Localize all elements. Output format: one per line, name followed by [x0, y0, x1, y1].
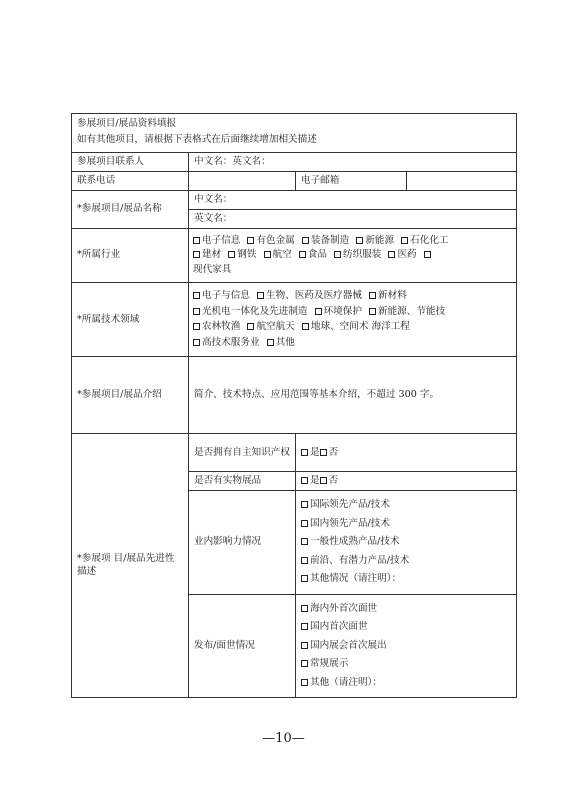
checkbox[interactable] — [193, 237, 200, 244]
checkbox[interactable] — [401, 237, 408, 244]
release-options — [296, 594, 517, 697]
influence-label: 业内影响力情况 — [189, 491, 296, 594]
option-label: 现代家具 — [193, 263, 232, 275]
checkbox[interactable] — [320, 449, 327, 456]
option-label: 其他情况（请注明）： — [310, 573, 402, 585]
project-name-row-cn — [72, 191, 517, 210]
option-label: 食品 — [307, 249, 327, 261]
checkbox[interactable] — [302, 323, 309, 330]
section-note: 如有其他项目，请根据下表格式在后面继续增加相关描述 — [77, 133, 317, 145]
influence-options — [296, 491, 517, 594]
tech-field-label: *所属技术领域 — [72, 283, 189, 357]
checkbox[interactable] — [320, 477, 327, 484]
checkbox[interactable] — [301, 679, 308, 686]
option-label: 航空 — [272, 249, 292, 261]
contact-row — [72, 153, 517, 172]
checkbox[interactable] — [356, 237, 363, 244]
option-label: 地球、空间术 海洋工程 — [310, 321, 410, 333]
project-name-label: *参展项目/展品名称 — [72, 191, 189, 229]
intro-row — [72, 357, 517, 434]
checkbox[interactable] — [315, 308, 322, 315]
option-label: 钢铁 — [237, 249, 257, 261]
option-label: 航空航天 — [256, 321, 295, 333]
checkbox[interactable] — [301, 660, 308, 667]
checkbox[interactable] — [228, 251, 235, 258]
industry-label: *所属行业 — [72, 229, 189, 283]
checkbox[interactable] — [301, 605, 308, 612]
checkbox[interactable] — [334, 251, 341, 258]
industry-row — [72, 229, 517, 283]
tech-line-3 — [193, 321, 512, 333]
page-number: —10— — [262, 731, 305, 746]
checkbox[interactable] — [247, 237, 254, 244]
option-label: 其他（请注明）： — [310, 676, 382, 688]
release-label: 发布/面世情况 — [189, 594, 296, 697]
option-label: 国内首次面世 — [310, 621, 368, 633]
tech-field-row — [72, 283, 517, 357]
option-label: 医药 — [397, 249, 417, 261]
intro-label: *参展项目/展品介绍 — [72, 357, 189, 434]
checkbox[interactable] — [301, 642, 308, 649]
option-label: 否 — [328, 475, 339, 487]
checkbox[interactable] — [301, 575, 308, 582]
option-label: 电子信息 — [202, 235, 241, 246]
industry-options — [189, 229, 517, 283]
exhibit-form-table — [71, 113, 517, 698]
project-name-cn-field[interactable]: 中文名： — [189, 191, 517, 210]
checkbox[interactable] — [264, 251, 271, 258]
checkbox[interactable] — [301, 449, 308, 456]
ip-row — [72, 434, 517, 472]
option-label: 其他 — [275, 336, 295, 348]
tech-field-options — [189, 283, 517, 357]
form-header-row — [72, 114, 517, 153]
tech-line-1 — [193, 290, 512, 302]
checkbox[interactable] — [302, 237, 309, 244]
option-label: 新能源 — [365, 235, 395, 246]
physical-label: 是否有实物展品 — [189, 472, 296, 491]
checkbox[interactable] — [301, 501, 308, 508]
ip-label: 是否拥有自主知识产权 — [189, 434, 296, 472]
intro-field[interactable] — [189, 357, 517, 434]
checkbox[interactable] — [193, 323, 200, 330]
tech-line-2 — [193, 306, 512, 318]
checkbox[interactable] — [301, 477, 308, 484]
section-title: 参展项目/展品资料填报 — [77, 118, 177, 130]
option-label: 光机电一体化及先进制造 — [202, 305, 308, 317]
tech-line-4 — [193, 337, 512, 349]
checkbox[interactable] — [301, 623, 308, 630]
option-label: 环境保护 — [323, 305, 362, 317]
checkbox[interactable] — [301, 557, 308, 564]
checkbox[interactable] — [193, 292, 200, 299]
checkbox[interactable] — [369, 292, 376, 299]
option-label: 电子与信息 — [202, 290, 250, 302]
option-label: 否 — [328, 446, 339, 458]
checkbox[interactable] — [267, 339, 274, 346]
industry-line-3 — [193, 264, 512, 276]
intro-hint: 简介、技术特点、应用范围等基本介绍，不超过 300 字。 — [194, 389, 440, 401]
email-label: 电子邮箱 — [296, 172, 407, 191]
phone-field[interactable] — [189, 172, 296, 191]
option-label: 海内外首次面世 — [310, 602, 378, 614]
option-label: 农林牧渔 — [202, 321, 241, 333]
project-name-en-field[interactable]: 英文名： — [189, 210, 517, 229]
option-label: 有色金属 — [256, 235, 295, 246]
physical-options — [296, 472, 517, 491]
checkbox[interactable] — [193, 251, 200, 258]
contact-label: 参展项目联系人 — [72, 153, 189, 172]
checkbox[interactable] — [301, 538, 308, 545]
option-label: 前沿、有潜力产品/技术 — [310, 554, 410, 566]
checkbox[interactable] — [299, 251, 306, 258]
option-label: 国内展会首次展出 — [310, 639, 387, 651]
option-label: 纺织服装 — [343, 249, 382, 261]
checkbox[interactable] — [247, 323, 254, 330]
option-label: 生物、医药及医疗器械 — [266, 290, 362, 302]
contact-name-field[interactable]: 中文名：英文名： — [189, 153, 517, 172]
option-label: 石化化工 — [410, 235, 449, 246]
checkbox[interactable] — [424, 251, 431, 258]
form-header-cell — [72, 114, 517, 153]
industry-line-2 — [193, 249, 512, 261]
option-label: 是 — [310, 446, 320, 458]
option-label: 国内领先产品/技术 — [310, 517, 390, 529]
option-label: 建材 — [202, 249, 222, 261]
option-label: 装备制造 — [310, 235, 350, 246]
checkbox[interactable] — [301, 520, 308, 527]
phone-label: 联系电话 — [72, 172, 189, 191]
checkbox[interactable] — [257, 292, 264, 299]
checkbox[interactable] — [388, 251, 395, 258]
advanced-label: *参展项 目/展品先进性描述 — [72, 434, 189, 698]
email-field[interactable] — [407, 172, 517, 191]
option-label: 是 — [310, 475, 320, 487]
ip-options — [296, 434, 517, 472]
option-label: 常规展示 — [310, 658, 349, 670]
checkbox[interactable] — [369, 308, 376, 315]
option-label: 新能源、节能技 — [378, 305, 446, 317]
option-label: 一般性成熟产品/技术 — [310, 536, 400, 548]
industry-line-1 — [193, 235, 512, 247]
option-label: 新材料 — [378, 290, 407, 302]
option-label: 国际领先产品/技术 — [310, 499, 390, 511]
option-label: 高技术服务业 — [202, 336, 260, 348]
phone-email-row — [72, 172, 517, 191]
checkbox[interactable] — [193, 339, 200, 346]
checkbox[interactable] — [193, 308, 200, 315]
